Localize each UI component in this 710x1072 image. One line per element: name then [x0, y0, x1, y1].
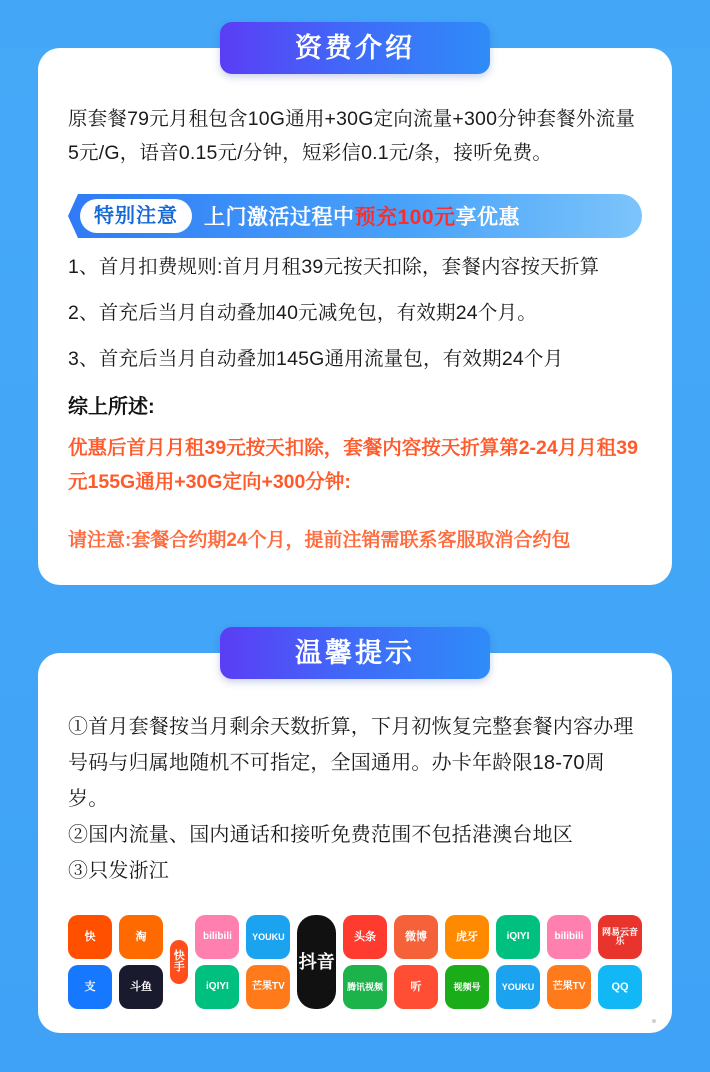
- promo-page: [0, 33, 710, 1072]
- kuaishou-icon: 快: [68, 915, 112, 959]
- fees-card: [38, 33, 672, 585]
- special-notice-text-highlight: 预充100元: [354, 206, 456, 229]
- summary-title: 综上所述:: [68, 396, 155, 418]
- app-icon-strip: [68, 915, 642, 1009]
- app-icon-column: [496, 915, 540, 1009]
- alipay-small-icon: 支: [68, 965, 112, 1009]
- special-notice-banner: [68, 194, 642, 238]
- douyin-icon: 抖音: [297, 915, 336, 1009]
- douyu-icon: 斗鱼: [119, 965, 163, 1009]
- youku-small-icon: YOUKU: [496, 965, 540, 1009]
- netease-music-icon: 网易云音乐: [598, 915, 642, 959]
- app-icon-column: [598, 915, 642, 1009]
- iqiyi-icon: iQIYI: [195, 965, 239, 1009]
- weibo-icon: 微博: [394, 915, 438, 959]
- list-item: 2、首充后当月自动叠加40元减免包，有效期24个月。: [68, 302, 537, 324]
- fees-intro-text: 原套餐79元月租包含10G通用+30G定向流量+300分钟套餐外流量5元/G，语音0.15元/分钟，短彩信0.1元/条，接听免费。: [68, 108, 636, 164]
- mango-small-icon: 芒果TV: [547, 965, 591, 1009]
- iqiyi-small-icon: iQIYI: [496, 915, 540, 959]
- tips-card-title: 温馨提示: [220, 627, 490, 679]
- special-notice-text-prefix: 上门激活过程中: [204, 206, 355, 229]
- app-icon-column: [68, 915, 112, 1009]
- tips-line: ①首月套餐按当月剩余天数折算，下月初恢复完整套餐内容办理号码与归属地随机不可指定，全国通用。办卡年龄限18-70周岁。: [68, 716, 634, 810]
- fees-rule-list: [68, 252, 642, 374]
- summary-note: 请注意:套餐合约期24个月，提前注销需联系客服取消合约包: [68, 530, 571, 551]
- app-icon-column: [195, 915, 239, 1009]
- qq-icon: QQ: [598, 965, 642, 1009]
- special-notice-tag: 特别注意: [80, 199, 192, 233]
- page-marker-dot: [652, 1019, 656, 1023]
- taobao-icon: 淘: [119, 915, 163, 959]
- bilibili-icon: bilibili: [195, 915, 239, 959]
- huya-icon: 虎牙: [445, 915, 489, 959]
- app-icon-column: [246, 915, 290, 1009]
- ximalaya-icon: 听: [394, 965, 438, 1009]
- summary-body: 优惠后首月月租39元按天扣除，套餐内容按天折算第2-24月月租39元155G通用+30G定向+300分钟:: [68, 437, 638, 493]
- weixin-video-icon: 视频号: [445, 965, 489, 1009]
- fees-card-title: 资费介绍: [220, 22, 490, 74]
- list-item: 1、首月扣费规则:首月月租39元按天扣除，套餐内容按天折算: [68, 256, 600, 278]
- list-item: 3、首充后当月自动叠加145G通用流量包，有效期24个月: [68, 348, 564, 370]
- mango-tv-icon: 芒果TV: [246, 965, 290, 1009]
- tips-text-block: [68, 709, 642, 889]
- special-notice-text: [204, 201, 520, 231]
- bilibili-small-icon: bilibili: [547, 915, 591, 959]
- app-icon-column: [547, 915, 591, 1009]
- youku-icon: YOUKU: [246, 915, 290, 959]
- app-icon-column: [445, 915, 489, 1009]
- tips-line: ③只发浙江: [68, 860, 169, 882]
- app-icon-column: [394, 915, 438, 1009]
- special-notice-text-suffix: 享优惠: [455, 206, 521, 229]
- kuaishou-main-icon: 快手: [170, 940, 188, 984]
- toutiao-icon: 头条: [343, 915, 387, 959]
- tencent-video-icon: 腾讯视频: [343, 965, 387, 1009]
- app-icon-column: [119, 915, 163, 1009]
- app-icon-column: [343, 915, 387, 1009]
- tips-card: [38, 638, 672, 1033]
- tips-line: ②国内流量、国内通话和接听免费范围不包括港澳台地区: [68, 824, 573, 846]
